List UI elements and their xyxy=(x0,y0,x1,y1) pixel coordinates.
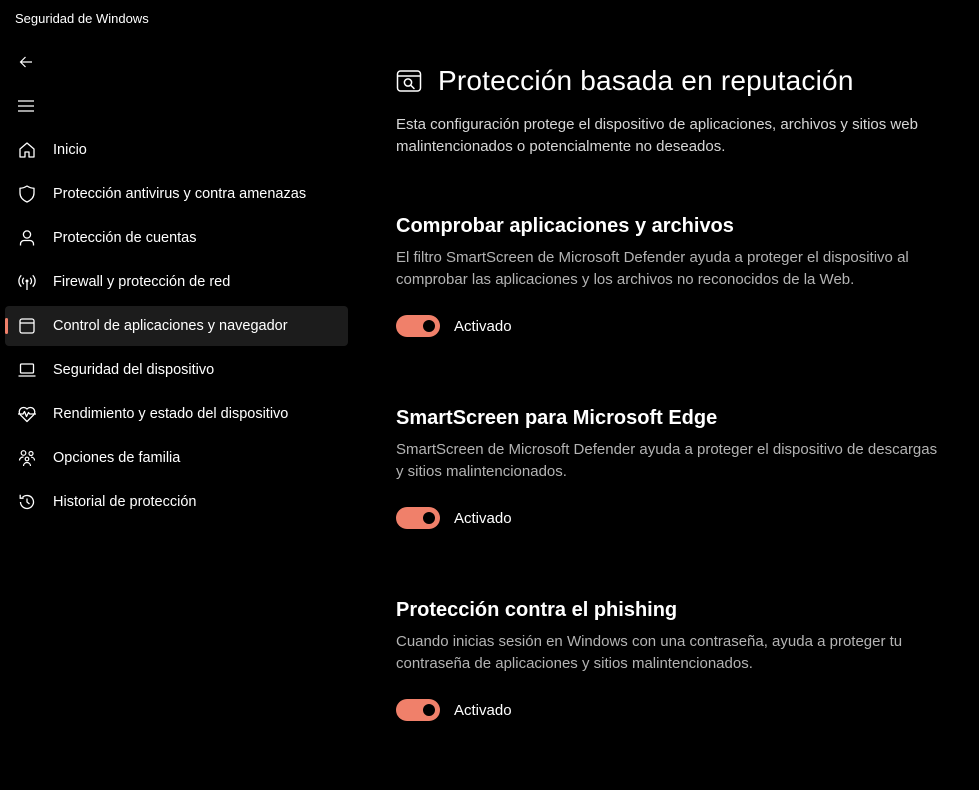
section-title: Comprobar aplicaciones y archivos xyxy=(396,215,734,237)
section-title: Protección contra el phishing xyxy=(396,599,678,621)
home-icon xyxy=(17,140,37,160)
sidebar-nav xyxy=(5,130,348,526)
history-icon xyxy=(17,492,37,512)
sidebar-item-firewall[interactable] xyxy=(5,262,348,302)
toggle-state-label: Activado xyxy=(454,701,512,719)
section-title: SmartScreen para Microsoft Edge xyxy=(396,407,718,429)
page-header xyxy=(396,62,956,100)
sidebar-item-family[interactable] xyxy=(5,438,348,478)
antenna-icon xyxy=(17,272,37,292)
sidebar-item-label: Inicio xyxy=(53,142,87,158)
page-description: Esta configuración protege el dispositivo de aplicaciones, archivos y sitios web malintencionados o potencialmente no deseados. xyxy=(396,116,918,155)
sidebar-item-label: Rendimiento y estado del dispositivo xyxy=(53,406,289,422)
sidebar-item-device-security[interactable] xyxy=(5,350,348,390)
sidebar-item-label: Protección antivirus y contra amenazas xyxy=(53,186,307,202)
shield-icon xyxy=(17,184,37,204)
check-apps-files-toggle[interactable] xyxy=(396,315,440,337)
sidebar-item-label: Opciones de familia xyxy=(53,450,181,466)
section-check-apps-files xyxy=(396,213,956,337)
toggle-row xyxy=(396,699,956,721)
hamburger-menu-icon xyxy=(18,99,34,113)
section-description: Cuando inicias sesión en Windows con una contraseña, ayuda a proteger tu contraseña de aplicaciones y sitios malintencionados. xyxy=(396,633,903,672)
app-window-icon xyxy=(17,316,37,336)
person-icon xyxy=(17,228,37,248)
page-title: Protección basada en reputación xyxy=(438,65,854,96)
heart-pulse-icon xyxy=(17,404,37,424)
section-description: El filtro SmartScreen de Microsoft Defender ayuda a proteger el dispositivo al comprobar las aplicaciones y los archivos no reconocidos de la Web. xyxy=(396,249,909,288)
family-icon xyxy=(17,448,37,468)
toggle-state-label: Activado xyxy=(454,317,512,335)
toggle-knob xyxy=(423,512,435,524)
sidebar-item-cuentas[interactable] xyxy=(5,218,348,258)
sidebar-item-app-browser-control[interactable] xyxy=(5,306,348,346)
sidebar-item-label: Control de aplicaciones y navegador xyxy=(53,318,288,334)
toggle-row xyxy=(396,507,956,529)
reputation-protection-icon xyxy=(396,68,422,94)
toggle-knob xyxy=(423,704,435,716)
sidebar-item-history[interactable] xyxy=(5,482,348,522)
sidebar-item-label: Historial de protección xyxy=(53,494,197,510)
sidebar-item-performance[interactable] xyxy=(5,394,348,434)
back-button[interactable] xyxy=(12,48,40,76)
sidebar-item-label: Protección de cuentas xyxy=(53,230,197,246)
main-content xyxy=(396,62,956,721)
back-arrow-icon xyxy=(18,54,34,70)
smartscreen-edge-toggle[interactable] xyxy=(396,507,440,529)
section-description: SmartScreen de Microsoft Defender ayuda a proteger el dispositivo de descargas y sitios malintencionados. xyxy=(396,441,938,480)
toggle-state-label: Activado xyxy=(454,509,512,527)
laptop-icon xyxy=(17,360,37,380)
sidebar-item-inicio[interactable] xyxy=(5,130,348,170)
section-smartscreen-edge xyxy=(396,405,956,529)
sidebar-item-label: Firewall y protección de red xyxy=(53,274,231,290)
menu-button[interactable] xyxy=(12,92,40,120)
sidebar-item-label: Seguridad del dispositivo xyxy=(53,362,215,378)
section-phishing-protection xyxy=(396,597,956,721)
phishing-protection-toggle[interactable] xyxy=(396,699,440,721)
sidebar-item-antivirus[interactable] xyxy=(5,174,348,214)
toggle-row xyxy=(396,315,956,337)
window-title: Seguridad de Windows xyxy=(15,11,149,26)
selection-indicator xyxy=(5,318,8,334)
toggle-knob xyxy=(423,320,435,332)
